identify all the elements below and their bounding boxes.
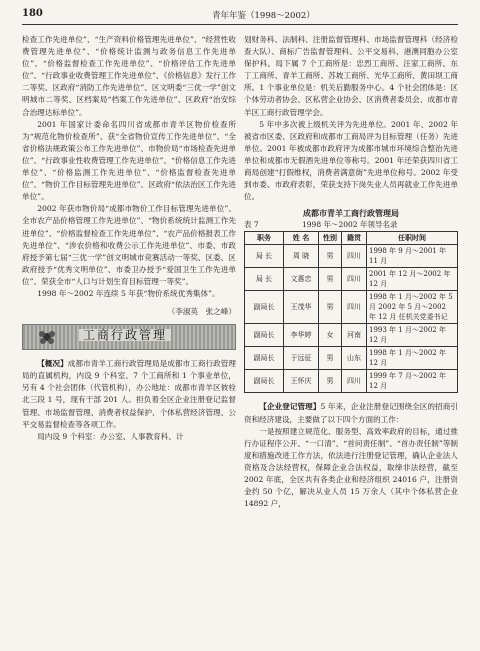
cell-name: 文惠忠 [284, 268, 319, 291]
paragraph: 2001 年国家计委命名四川省成都市青羊区物价检查所为“规范化物价检查所”、获“全省物价宣传工作先进单位”、“全省价格法规政策公布工作先进单位”、市物价局“市场检查先进单位”、“行政事业性收费管理工作先进单位”、“价格信息工作先进单位”、“价格监测工作先进单位”、“价格监督检查先进单位”、“物价工作目标管理先进单位”、区政府“依法治区工作先进单位”。 [22, 119, 236, 202]
paragraph: 1998 年～2002 年连续 5 年获“物价系统优秀集体”。 [37, 288, 220, 298]
column-header: 姓 名 [284, 232, 319, 245]
table-number: 表 7 [244, 220, 259, 230]
cell-gender: 男 [319, 291, 342, 324]
cell-term: 1999 年 7 月～2002 年 12 月 [367, 370, 458, 393]
cell-title: 副局长 [245, 291, 284, 324]
table-caption: 1998 年～2002 年领导名录 [302, 220, 398, 230]
cell-gender: 男 [319, 268, 342, 291]
paragraph: 一是按照建立规范化、服务型、高效率政府的目标，通过推行办证程序公开、“一口清”、“首问责任制”、“首办责任制”等制度和措施改进工作方法，依法进行注册登记管理，确认企业法人资格及合法经营权，保障企业合法权益，取缔非法经营，截至 2002 年底，全区共有各类企业和经济组织 24016 户，注册资金约 50 个亿，解决从业人员 15 万余人（其中个体私营企业 14892 户， [244, 426, 458, 509]
table-row [245, 291, 458, 324]
paragraph [244, 401, 458, 425]
cell-origin: 河南 [342, 324, 367, 347]
cell-name: 于远征 [284, 347, 319, 370]
page-number: 180 [22, 8, 43, 19]
table-row [245, 245, 458, 268]
paragraph: 2002 年获市物价局“成都市物价工作目标管理先进单位”、全市农产品价格管理工作先进单位”、“物价系统统计监测工作先进单位”、“价格监督检查工作先进单位”、“农产品价格报表工作先进单位”、“涉农价格和收费公示工作先进单位”、市委、市政府授予第七届“三优一学”创文明城市竞赛活动一等奖、区委、区政府授予“优秀文明单位”、市委卫办授予“爱国卫生工作先进单位”、荣获全市“人口与计划生育目标管理一等奖”。 [22, 204, 236, 286]
cell-name: 李华婷 [284, 324, 319, 347]
running-header [22, 8, 458, 25]
cell-origin: 四川 [342, 245, 367, 268]
paragraph-text: 5 年来，企业注册登记围绕全区的招商引资和经济建设，主要做了以下四个方面的工作： [244, 402, 459, 424]
cell-title: 局 长 [245, 245, 284, 268]
column-header: 职务 [245, 232, 284, 245]
column-header: 性别 [319, 232, 342, 245]
paragraph-text: 成都市青羊工商行政管理局是成都市工商行政管理局的直属机构，内设 9 个科室、7 个工商所和 1 个事业单位，另有 4 个社会团体（代管机构），办公地址：成都市青羊区彼栓北三段 1 号，现有干部 201 人。担负着全区企业注册登记监督管理、市场监督管理、消费者权益保护、个体私营经济管理、公平交易监督检查等各项工作。 [22, 359, 237, 429]
cell-name: 王茂华 [284, 291, 319, 324]
right-column [244, 34, 458, 510]
section-banner [22, 324, 236, 350]
cell-origin: 四川 [342, 291, 367, 324]
running-title: 青年年鉴（1998～2002） [212, 11, 315, 21]
section-title: 工商行政管理 [79, 329, 171, 341]
table-row [245, 268, 458, 291]
cell-origin: 山东 [342, 347, 367, 370]
leaders-table [244, 231, 458, 393]
cell-origin: 四川 [342, 370, 367, 393]
cell-name: 王怀庆 [284, 370, 319, 393]
cell-title: 局 长 [245, 268, 284, 291]
section-tag: 【企业登记管理】 [259, 402, 321, 412]
cell-origin: 四川 [342, 268, 367, 291]
section-tag: 【概况】 [37, 359, 68, 369]
cell-gender: 男 [319, 245, 342, 268]
paragraph: 局内设 9 个科室：办公室、人事教育科、计 [37, 431, 184, 441]
table-row [245, 324, 458, 347]
cell-term: 1998 年 1 月～2002 年 5 月 2002 年 5 月～2002 年 12 月 任机关党委书记 [367, 291, 458, 324]
table-row [245, 347, 458, 370]
cell-term: 1993 年 1 月～2002 年 12 月 [367, 324, 458, 347]
paragraph: 划财务科、法制科、注册监督管理科、市场监督管理科（经济检查大队）、商标广告监督管理科、公平交易科、港澳同胞办公室保护科。局下属 7 个工商所是：忠烈工商所、汪家工商所、东丁工商所、青羊工商所、苏坡工商所、光华工商所、黄田坝工商所。1 个事业单位是：机关后勤服务中心。4 个社会团体是：区个体劳动者协会、区私营企业协会、区消费者委员会、成都市青羊区工商行政管理学会。 [244, 35, 458, 117]
cell-title: 副局长 [245, 324, 284, 347]
cell-title: 副局长 [245, 370, 284, 393]
flower-icon [37, 329, 57, 345]
column-header: 任职时间 [367, 232, 458, 245]
left-column [22, 34, 236, 443]
author-signature: （李淑英 张之峰） [167, 307, 236, 317]
cell-term: 2001 年 12 月～2002 年 12 月 [367, 268, 458, 291]
column-header: 籍贯 [342, 232, 367, 245]
cell-gender: 男 [319, 370, 342, 393]
table-title: 成都市青羊工商行政管理局 [303, 208, 399, 219]
table-row [245, 370, 458, 393]
cell-term: 1998 年 1 月～2002 年 12 月 [367, 347, 458, 370]
table-header-row [245, 232, 458, 245]
cell-name: 周 晓 [284, 245, 319, 268]
cell-gender: 男 [319, 347, 342, 370]
cell-gender: 女 [319, 324, 342, 347]
paragraph: 检查工作先进单位”、“生产资料价格管理先进单位”、“经营性收费管理先进单位”、“价格统计监测与政务信息工作先进单位”、“价格监督检查工作先进单位”、“价格评估工作先进单位”、“行政事业收费管理工作先进单位”、《价格信息》发行工作二等奖、区政府“消防工作先进单位”、区文明委“三优一学”创文明城市二等奖、区档案局“档案工作先进单位”、区政府“治安综合治理达标单位”。 [22, 35, 236, 117]
cell-term: 1998 年 9 月～2001 年 11 月 [367, 245, 458, 268]
paragraph: 5 年中多次被上级机关评为先进单位。2001 年、2002 年被省市区委、区政府和成都市工商局评为目标管理（任务）先进单位。2001 年被成都市政府评为成都市城市环境综合整治先进单位和成都市无假酒先进单位等称号。2001 年还荣获四川省工商局创建“打假维权，消费者满意街”先进单位称号。2002 年受到市委、市政府表彰，荣获支持下岗失业人员再就业工作先进单位。 [244, 119, 458, 202]
paragraph [22, 358, 236, 431]
table-caption-row [244, 219, 458, 231]
cell-title: 副局长 [245, 347, 284, 370]
